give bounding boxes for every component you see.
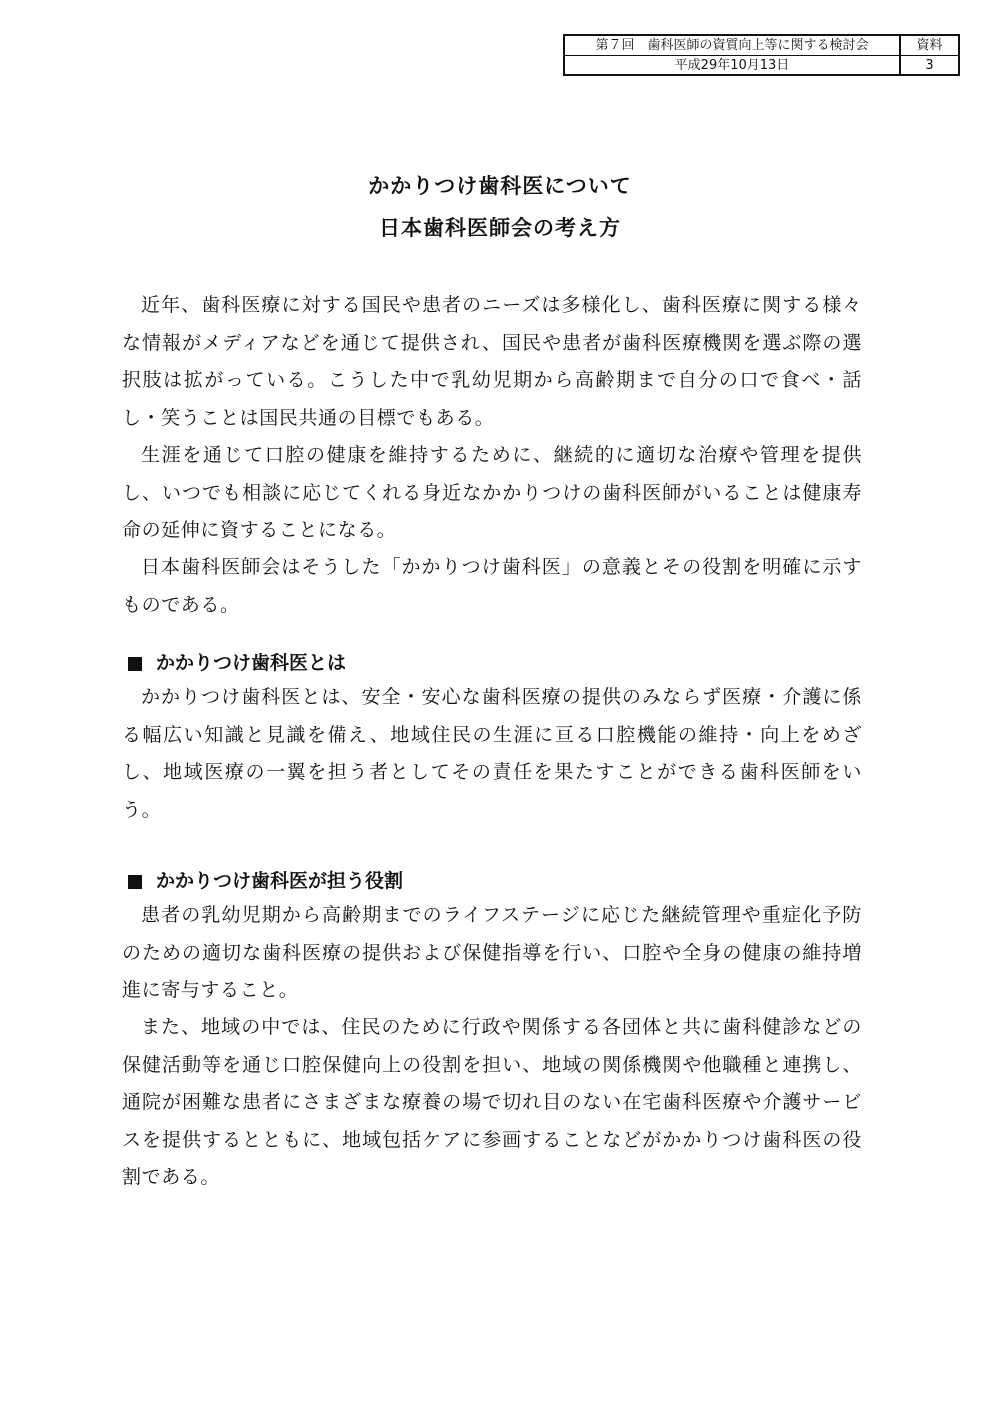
document-label: 資料 <box>901 36 958 56</box>
meeting-date: 平成29年10月13日 <box>565 56 901 74</box>
section-heading-roles <box>128 872 403 891</box>
section2-paragraph-1: 患者の乳幼児期から高齢期までのライフステージに応じた継続管理や重症化予防のための適切な歯科医療の提供および保健指導を行い、口腔や全身の健康の維持増進に寄与すること。 <box>122 904 862 1001</box>
document-header-box <box>563 34 960 76</box>
meeting-name: 第７回 歯科医師の資質向上等に関する検討会 <box>565 36 901 56</box>
intro-paragraph-3: 日本歯科医師会はそうした「かかりつけ歯科医」の意義とその役割を明確に示すものである。 <box>122 556 862 616</box>
document-number: 3 <box>925 57 934 73</box>
page-subtitle: 日本歯科医師会の考え方 <box>379 216 621 240</box>
section-heading-label: かかりつけ歯科医が担う役割 <box>156 870 404 892</box>
section2-paragraph-2: また、地域の中では、住民のために行政や関係する各団体と共に歯科健診などの保健活動等を通じ口腔保健向上の役割を担い、地域の関係機関や他職種と連携し、通院が困難な患者にさまざまな療養の場で切れ目のない在宅歯科医療や介護サービスを提供するとともに、地域包括ケアに参画することなどがかかりつけ歯科医の役割である。 <box>122 1016 862 1188</box>
square-bullet-icon <box>128 657 142 671</box>
section1-paragraph: かかりつけ歯科医とは、安全・安心な歯科医療の提供のみならず医療・介護に係る幅広い知識と見識を備え、地域住民の生涯に亘る口腔機能の維持・向上をめざし、地域医療の一翼を担う者としてその責任を果たすことができる歯科医師をいう。 <box>122 686 862 821</box>
section-heading-role-definition <box>128 654 346 673</box>
intro-paragraph-2: 生涯を通じて口腔の健康を維持するために、継続的に適切な治療や管理を提供し、いつでも相談に応じてくれる身近なかかりつけの歯科医師がいることは健康寿命の延伸に資することになる。 <box>122 444 862 541</box>
intro-paragraph-1: 近年、歯科医療に対する国民や患者のニーズは多様化し、歯科医療に関する様々な情報がメディアなどを通じて提供され、国民や患者が歯科医療機関を選ぶ際の選択肢は拡がっている。こうした中で乳幼児期から高齢期まで自分の口で食べ・話し・笑うことは国民共通の目標でもある。 <box>122 294 862 429</box>
square-bullet-icon <box>128 875 142 889</box>
section-heading-label: かかりつけ歯科医とは <box>156 652 347 674</box>
page-title: かかりつけ歯科医について <box>368 174 632 198</box>
